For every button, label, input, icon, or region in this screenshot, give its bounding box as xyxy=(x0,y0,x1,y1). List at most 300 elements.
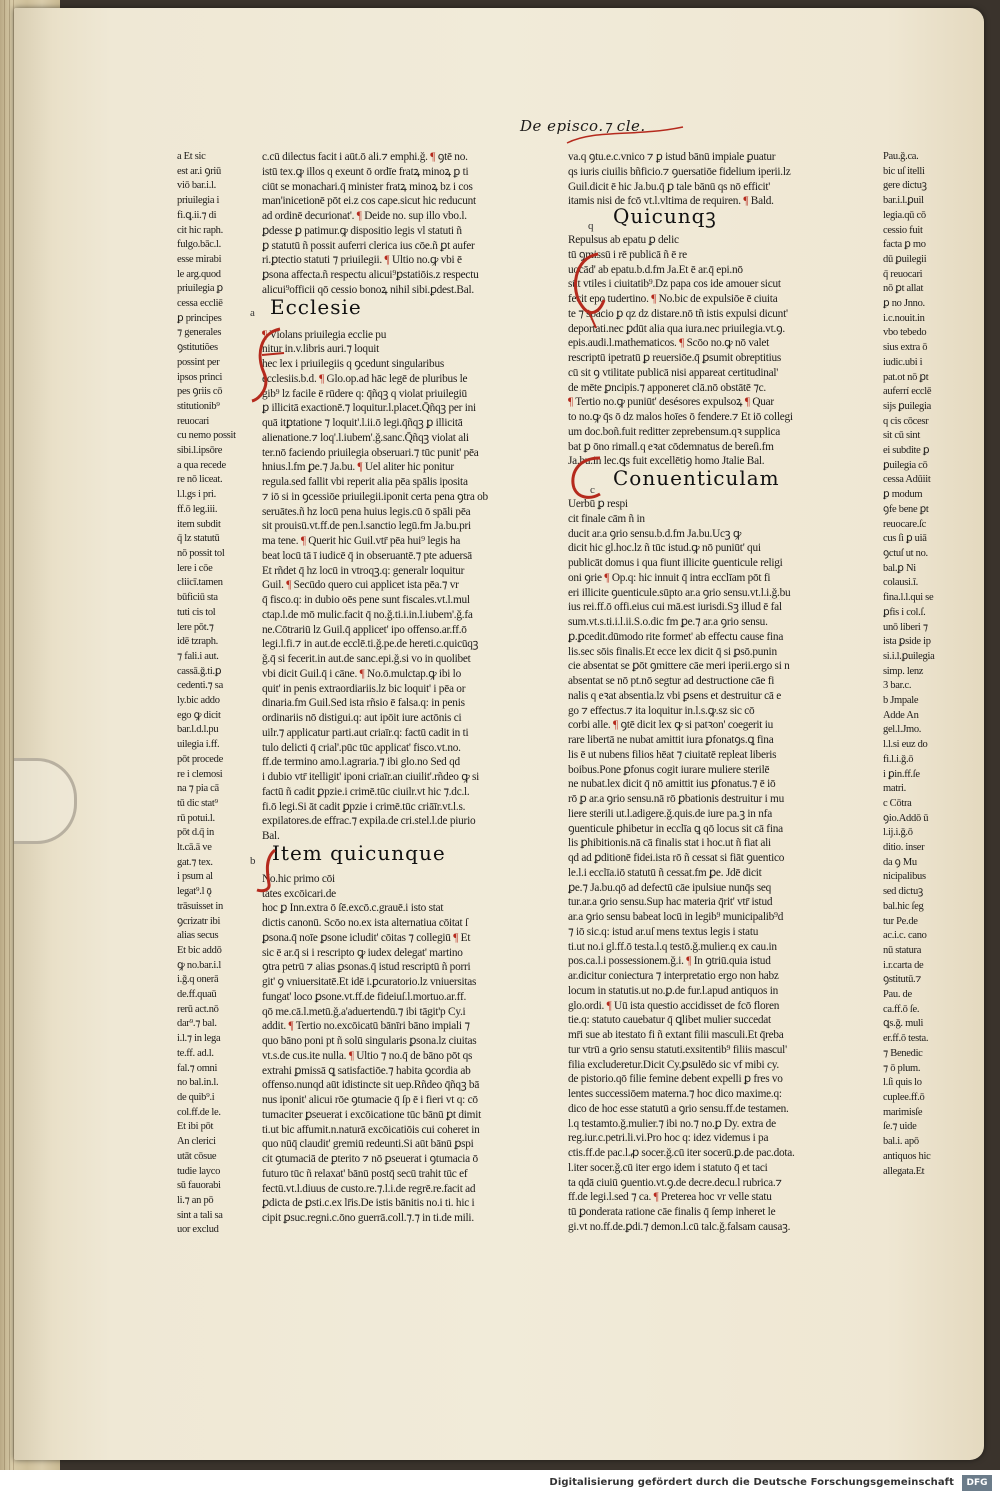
gloss-line: ꝗs.ǧ. muli xyxy=(883,1018,924,1030)
gloss-line: ff.ō leg.iii. xyxy=(177,503,218,515)
text-line: fungat' loco ꝑsone.vt.ff.de fideiuſ.l.mortuo.ar.ff. xyxy=(262,990,467,1003)
text-line: bat ꝑ ōno rimall.q eꝛat cōdemnatus de bereſi.fm xyxy=(568,440,774,453)
gloss-line: trāsuisset in xyxy=(177,900,223,912)
text-line: de mēte ꝑncipis.⁊ apponeret clā.nō obstātē ⁊c. xyxy=(568,381,766,394)
text-line: beat locū tā ī iudicē q̄ in obseruantē.⁊ pte aduersā xyxy=(262,549,472,562)
gloss-line: bal.hic ſeg xyxy=(883,900,924,912)
conuenticulam-heading-row xyxy=(568,466,868,497)
text-line: alienatione.⁊ loq'.l.iubem'.ǧ.sanc.Q̄ñqꝫ violat ali xyxy=(262,431,469,444)
text-line: ¶ Violans priuilegia ecclie pu xyxy=(262,328,387,341)
text-line: Uerbū ꝑ respi xyxy=(568,498,628,510)
text-line: dictis canonū. Scōo no.ex ista alternatiua cōitat ſ xyxy=(262,917,468,929)
text-line: absentat se nō pt.nō segtur ad destructione cāe fi xyxy=(568,675,775,687)
gloss-line: fulgo.bāc.l. xyxy=(177,239,221,251)
paragraph-mark: ¶ xyxy=(453,931,459,944)
gloss-line: li.⁊ an pō xyxy=(177,1194,214,1206)
gloss-line: pōt procede xyxy=(177,753,223,765)
text-line: ar.a ꝯrio sensu babeat locū in legib⁹ municipalib⁹d xyxy=(568,911,784,923)
text-line: pos.ca.l.i possessionem.ǧ.i. ¶ In ꝯtriū.quia istud xyxy=(568,955,771,968)
text-line: ar.dicitur coniectura ⁊ interpretatio ergo non habz xyxy=(568,970,779,982)
running-head: De episco.⁊ cle. xyxy=(520,117,646,135)
text-line: qs iuris ciuilis bñficio.⁊ ꝯuersatiōe fidelium iperii.lz xyxy=(568,165,791,178)
text-line: fi.ō legi.Si āt cadit ꝑpzie i crimē.tūc criāīr.vt.l.s. xyxy=(262,800,466,813)
gloss-line: est ar.i ꝯriū xyxy=(177,165,221,177)
text-line: git' ꝯ vniuersitatē.Et idē i.ꝑcuratorio.lz vniuersitas xyxy=(262,976,477,988)
gloss-line: antiquos hic xyxy=(883,1150,931,1162)
gloss-line: si.i.l.ꝑuilegia xyxy=(883,650,935,662)
gloss-line: dū ꝑuilegii xyxy=(883,253,927,265)
gloss-line: sijs ꝑuilegia xyxy=(883,400,931,412)
gloss-line: q cis cōcesr xyxy=(883,415,929,427)
text-line: ri.ꝑtectio statuti ⁊ priuilegii. ¶ Ultio no.ꝙ vbi ē xyxy=(262,254,462,267)
gloss-line: uilegia i.ff. xyxy=(177,739,220,751)
gloss-line: utāt cōsue xyxy=(177,1150,217,1162)
gloss-line: allegata.Et xyxy=(883,1165,925,1177)
gloss-line: a Et sic xyxy=(177,151,206,162)
gloss-line: sius extra ō xyxy=(883,342,928,354)
text-column-2 xyxy=(568,150,868,1235)
gloss-line: colausi.ī. xyxy=(883,577,918,589)
gloss-line: sū fauorabi xyxy=(177,1180,221,1192)
text-line: Ja.bu.in lec.ꝗs fuit excellētiꝯ homo Jtalie Bal. xyxy=(568,455,765,468)
gloss-line: uor exclud xyxy=(177,1224,219,1236)
gloss-line: reuocari xyxy=(177,415,209,427)
text-line: Bal. xyxy=(262,830,280,842)
gloss-line: tur Pe.de xyxy=(883,915,918,927)
text-line: addit. ¶ Tertio no.excōicatū bānīri bāno impiali ⁊ xyxy=(262,1020,470,1033)
gloss-line: l.l.si euz do xyxy=(883,739,928,751)
text-line: tulo delicti q̄ crial'.pūc tūc applicat' fisco.vt.no. xyxy=(262,741,461,754)
heading-ecclesie: Ecclesie xyxy=(270,294,362,319)
text-line: reg.iur.c.petri.li.vi.Pro hoc q: idez videmus i pa xyxy=(568,1132,769,1145)
gloss-line: ꝯio.Addō ū xyxy=(883,812,929,824)
text-line: ius rei.ff.ō offi.eius cui mā.est iurisdi.Sꝫ illud ē fal xyxy=(568,601,782,614)
gloss-line: cit hic raph. xyxy=(177,224,223,236)
gloss-line: l.l.gs i pri. xyxy=(177,489,216,501)
paragraph-mark: ¶ xyxy=(356,210,362,222)
text-line: glo.ordi. ¶ Uū ista questio accidisset de fcō floren xyxy=(568,999,780,1012)
gloss-line: ꝑuilegia cō xyxy=(883,459,928,471)
gloss-line: ⁊ Benedic xyxy=(883,1047,923,1059)
gloss-line: da ꝯ Mu xyxy=(883,856,917,868)
text-line: ta qdā ciuiū ꝯuentio.vt.ꝯ.de decre.decu.l rubrica.⁊ xyxy=(568,1176,782,1189)
gloss-line: ista ꝑside ip xyxy=(883,636,931,648)
gloss-line: na ⁊ pia cā xyxy=(177,783,219,795)
paragraph-mark: ¶ xyxy=(743,195,749,208)
text-line: locum in statutis.ut no.ꝑ.de fur.l.apud antiquos in xyxy=(568,984,778,997)
gloss-line: stitutionib⁹ xyxy=(177,400,220,412)
gloss-line: bar.l.d.l.pu xyxy=(177,724,219,736)
text-line: rare libertā ne nubat amittit iura ꝑfonatꝯs.ꝗ fina xyxy=(568,734,774,746)
gloss-line: re nō liceat. xyxy=(177,474,223,486)
text-line: ꝑdesse ꝑ patimur.ꝙ dispositio legis vl statuti ñ xyxy=(262,224,462,237)
text-line: cipit ꝑsuc.regni.c.ōno guerrā.coll.⁊.⁊ in ti.de mili. xyxy=(262,1212,474,1224)
column-2-top xyxy=(568,150,868,209)
gloss-line: ꝑ modum xyxy=(883,489,923,501)
text-line: q̄ fisco.q: in dubio oēs pene sunt fiscales.vt.l.mul xyxy=(262,594,470,606)
paragraph-mark: ¶ xyxy=(613,719,618,732)
text-line: go ⁊ effectus.⁊ ita loquitur in.l.s.ꝙ.sz sic cō xyxy=(568,704,755,717)
text-line: ter.nō faciendo priuilegia obseruari.⁊ tūc punit' pēa xyxy=(262,446,479,459)
gloss-line: sibi.l.ipsōre xyxy=(177,445,223,457)
text-line: i dubio vtr̄ itelligit' iponi criaīr.an ciuilit'.rñdeo ꝙ si xyxy=(262,771,480,783)
text-line: ecclesiis.b.d. ¶ Glo.op.ad hāc legē de pluribus le xyxy=(262,372,468,385)
gloss-line: gat.⁊ tex. xyxy=(177,856,213,868)
heading-item-quicunque: Item quicunque xyxy=(272,840,446,865)
text-line: hnius.l.fm ꝑe.⁊ Ja.bu. ¶ Uel aliter hic ponitur xyxy=(262,461,454,474)
text-line: ducit ar.a ꝯrio sensu.b.d.fm Ja.bu.Ucꝫ ꝙ xyxy=(568,527,742,540)
text-line: ctis.ff.de pac.l.ꝓ socer.ǧ.cū iter socerū.ꝑ.de pac.dota. xyxy=(568,1147,795,1159)
gloss-line: 3 bar.c. xyxy=(883,680,912,692)
gloss-line: ꝑfis i col.ſ. xyxy=(883,606,926,618)
gloss-line: rū potui.l. xyxy=(177,812,215,824)
text-line: uocād' ab epatu.b.d.fm Ja.Et ē ar.q̄ epi.nō xyxy=(568,263,743,276)
text-line: tur vtrū a ꝯrio sensu statuti.exsitentib⁹ filiis mascul' xyxy=(568,1043,787,1056)
column-1-intro xyxy=(262,150,558,298)
text-line: um doc.boñ.fuit reditter zeprebensum.qꝛ supplica xyxy=(568,425,781,438)
gloss-line: l.ſi quis lo xyxy=(883,1077,922,1089)
gloss-line: idē tzraph. xyxy=(177,636,219,648)
text-line: sit prouisū.vt.ff.de pen.l.sanctio legū.fm Ja.bu.pri xyxy=(262,520,471,533)
paragraph-mark: ¶ xyxy=(568,396,573,409)
text-line: lis ꝑhibitionis.nā cā finalis stat i hoc.ut ñ fiat ali xyxy=(568,837,771,850)
guide-letter-a: a xyxy=(250,306,255,319)
paragraph-mark: ¶ xyxy=(262,328,267,341)
column-2-middle xyxy=(568,233,868,469)
text-line: le.l.i ecclīa.iō statutū ñ cessat.fm ꝑe. Jdē dicit xyxy=(568,866,762,879)
gloss-line: Et bic addō xyxy=(177,944,222,956)
heading-quicunqz: Quicunqꝫ xyxy=(613,204,717,228)
text-line: ne.Cōtrariū lz Guil.q̄ applicet' ipo offenso.ar.ff.ō xyxy=(262,623,467,636)
gloss-line: priuilegia ꝑ xyxy=(177,283,223,295)
gloss-line: ꝙ no.bar.i.l xyxy=(177,959,221,971)
gloss-line: ꝯstitutiões xyxy=(177,342,218,354)
paragraph-mark: ¶ xyxy=(288,1020,294,1033)
text-line: quo nūq̄ claudit' gremiū redeunti.Si aūt bānū ꝑspi xyxy=(262,1138,474,1151)
text-line: cit ꝯtumaciā de ꝑterito ⁊ nō ꝑseuerat i ꝯtumacia ō xyxy=(262,1153,478,1165)
gloss-line: facta ꝑ mo xyxy=(883,239,926,251)
text-line: ti.ut bic affumit.n.naturā excōicatiōis cui coheret in xyxy=(262,1123,480,1136)
text-line: quā itꝑtatione ⁊ loquit'.l.ii.ō legi.q̄ñqꝫ ꝑ illicitā xyxy=(262,417,463,429)
text-line: quit' in penis extraordiariis.lz bic loquit' i pēa or xyxy=(262,682,466,695)
heading-conuenticulam: Conuenticulam xyxy=(613,466,780,490)
paragraph-mark: ¶ xyxy=(430,151,436,163)
text-line: regula.sed fallit vbi reperit alia pēa spālis iposita xyxy=(262,476,468,488)
footer-bar xyxy=(0,1470,1000,1497)
gloss-line: marimisſe xyxy=(883,1106,923,1118)
text-line: ⁊ iō si in ꝯcessiōe priuilegii.iponit certa pena ꝯtra ob xyxy=(262,490,488,503)
text-line: ff.de termino amo.l.agraria.⁊ ibi glo.no Sed qd xyxy=(262,756,460,769)
funding-notice: Digitalisierung gefördert durch die Deutsche Forschungsgemeinschaft xyxy=(549,1477,954,1488)
text-line: gib⁹ lz facile ē rūdere q: q̄ñqꝫ q violat priuilegiū xyxy=(262,387,467,400)
text-line: tū ꝯmissū i rē publicā ñ ē re xyxy=(568,248,687,261)
text-line: cie absentat se ꝑōt ꝯmittere cāe meri iperii.ergo si n xyxy=(568,660,790,673)
text-line: qd ad ꝑditionē fidei.ista rō ñ cessat si fiāt ꝯuentico xyxy=(568,852,785,864)
gloss-line: ꝯfe bene ꝑt xyxy=(883,503,929,515)
gloss-line: item subdit xyxy=(177,518,221,530)
gloss-line: gere dictuꝫ xyxy=(883,180,927,192)
gloss-line: bal.i. apō xyxy=(883,1136,919,1148)
gloss-line: ꝑ principes xyxy=(177,312,222,324)
gloss-line: cuplee.ff.ō xyxy=(883,1092,925,1103)
text-line: corbi alle. ¶ ꝯtē dicit lex ꝙ si patꝛon' coegerit iu xyxy=(568,719,774,732)
gloss-line: tū dic stat⁹ xyxy=(177,797,218,809)
gloss-line: fina.l.l.qui se xyxy=(883,592,934,604)
red-initial-i xyxy=(253,848,285,894)
paragraph-mark: ¶ xyxy=(606,999,612,1012)
text-line: sum.vt.s.ti.i.l.ii.S.o.dic fm ꝑe.⁊ ar.a ꝯrio sensu. xyxy=(568,616,768,628)
gloss-line: gel.l.Jmo. xyxy=(883,724,922,736)
text-line: rō ꝑ ar.a ꝯrio sensu.nā rō ꝑbationis destruitur i mu xyxy=(568,793,784,805)
right-gloss-column xyxy=(883,150,958,1179)
text-line: ciūt se monachari.q̄ minister fratꝝ minoꝝ bz i cos xyxy=(262,180,473,193)
text-line: mr̄i sue ab itestato fi ñ extant filii masculi.Et q̄reba xyxy=(568,1029,784,1041)
text-line: sūt vtiles i ciuitatib⁹.Dz papa cos ide amouer sicut xyxy=(568,278,781,291)
text-line: hoc ꝑ Inn.extra ō ſē.excō.c.grauē.i isto stat xyxy=(262,902,444,915)
column-1-body xyxy=(262,328,558,844)
text-line: futuro tūc ñ relaxat' bānū postq̄ secū trahit tūc ef xyxy=(262,1167,468,1180)
text-line: deportati.nec ꝑdūt alia qua iura.nec priuilegia.vt.ꝯ. xyxy=(568,322,785,335)
text-line: ⁊ iō sic.q: istud ar.uſ mens textus legis i statu xyxy=(568,925,759,938)
text-line: l.q testamto.ǧ.mulier.⁊ ibi no.⁊ no.ꝑ Dy. extra de xyxy=(568,1117,776,1130)
gloss-line: bal.ꝑ Ni xyxy=(883,562,916,574)
item-quicunque-heading-row xyxy=(250,840,558,872)
text-line: offenso.nunqd aūt idistincte sit uep.Rñdeo q̄ñqꝫ bā xyxy=(262,1079,480,1092)
gloss-line: i.ǧ.q onerā xyxy=(177,974,219,986)
text-line: ctap.l.de mō mulic.facit q̄ no.ǧ.ti.i.in.l.iubem'.ǧ.fa xyxy=(262,608,473,621)
gloss-line: legat⁹.l ǭ xyxy=(177,886,212,898)
gloss-line: re i clemosi xyxy=(177,768,223,780)
gloss-line: priuilegia i xyxy=(177,195,220,207)
gloss-line: cliicī.tamen xyxy=(177,577,223,589)
text-line: tates excōicari.de xyxy=(262,887,336,900)
text-line: ꝑsona affecta.ñ respectu alicui⁹ꝑstatiōis.z respectu xyxy=(262,269,479,281)
gloss-line: unō liberi ⁊ xyxy=(883,621,928,633)
text-line: va.q ꝯtu.e.c.vnico ⁊ ꝑ istud bānū impiale ꝑuatur xyxy=(568,151,776,163)
text-line: nitur in.v.libris auri.⁊ loquit xyxy=(262,343,379,356)
text-line: factū ñ cadit ꝑpzie.i crimē.tūc ciuilr.vt hic ⁊.dc.l. xyxy=(262,785,470,798)
text-line: extrahi ꝑmissā ꝗ satisfactiōe.⁊ habita ꝯcordia ab xyxy=(262,1064,471,1077)
gloss-line: lt.cā.ā ve xyxy=(177,842,212,854)
paragraph-mark: ¶ xyxy=(686,955,692,968)
gloss-line: i psum al xyxy=(177,871,213,883)
gloss-line: rerū act.nō xyxy=(177,1003,219,1015)
gloss-line: ⁊ fali.i aut. xyxy=(177,650,219,662)
gloss-line: c Cōtra xyxy=(883,797,912,809)
text-line: dicit hic gl.hoc.lz ñ tūc istud.ꝙ nō puniūt' qui xyxy=(568,542,761,555)
gloss-line: i.l.⁊ in lega xyxy=(177,1033,221,1045)
gloss-line: le arg.quod xyxy=(177,268,221,280)
column-1-end xyxy=(262,872,558,1226)
guide-letter-b: b xyxy=(250,854,256,867)
gloss-line: An clerici xyxy=(177,1136,216,1148)
text-line: sic ē ar.q̄ si i rescripto ꝙ iudex delegat' martino xyxy=(262,946,463,959)
red-initial-q xyxy=(568,250,608,330)
text-line: cū sit ꝯ vtilitate publicā nisi appareat certitudinal' xyxy=(568,366,779,379)
text-line: gi.vt no.ff.de.ꝑdi.⁊ demon.l.cū talc.ǧ.falsam causaꝫ. xyxy=(568,1220,791,1233)
gloss-line: ꝯcrizatr ibi xyxy=(177,915,221,927)
text-line: ꝑe.⁊ Ja.bu.qō ad defectū cāe ipulsiue nunq̄s seq xyxy=(568,881,772,894)
gloss-line: sed dictuꝫ xyxy=(883,886,923,898)
text-line: tumaciter ꝑseuerat i excōicatione tūc bānū ꝑt dimit xyxy=(262,1108,481,1121)
text-line: boibus.Pone ꝑfonus cogit iurare muliere sterilē xyxy=(568,763,770,776)
paragraph-mark: ¶ xyxy=(319,372,324,385)
gloss-line: Et ibi pōt xyxy=(177,1121,214,1133)
gloss-line: nō ꝑt allat xyxy=(883,283,924,295)
text-line: ¶ Tertio no.ꝙ puniūt' desésores expulsoꝝ ¶ Quar xyxy=(568,396,774,409)
text-line: ꝑsona.q̄ noīe ꝑsone icludit' cōitas ⁊ collegiū ¶ Et xyxy=(262,931,471,944)
gloss-line: i.r.carta de xyxy=(883,959,924,971)
text-line: ꝑ.ꝑcedit.dūmodo rite formet' ab effectu cause fina xyxy=(568,630,784,643)
text-line: qō me.cā.l.metū.ǧ.a'aduertendū.⁊ ibi tāgit'p Cy.i xyxy=(262,1005,466,1018)
gloss-line: i ꝑin.ff.ſe xyxy=(883,768,920,780)
text-line: lentes successiōem materna.⁊ hoc dico maxime.q: xyxy=(568,1088,782,1100)
text-line: tie.q: statuto cauebatur q̄ ꝗlibet mulier succedat xyxy=(568,1014,771,1027)
text-line: dico de hoc esse statutū a ꝯrio sensu.ff.de testamen. xyxy=(568,1102,789,1115)
gloss-line: ly.bic addo xyxy=(177,695,220,707)
gloss-line: ca.ff.ō ſe. xyxy=(883,1003,920,1015)
gloss-line: ei subdite ꝑ xyxy=(883,445,930,457)
text-line: ꝑdicta de ꝑsti.c.ex lr̄is.De istis bānitis no.i ti. hic i xyxy=(262,1197,475,1210)
gloss-line: ditio. inser xyxy=(883,842,925,854)
text-line: ma tene. ¶ Querit hic Guil.vtr̄ pēa hui⁹ legis ha xyxy=(262,535,461,547)
gloss-line: vbo tebedo xyxy=(883,327,927,339)
gloss-line: ⁊ generales xyxy=(177,327,222,339)
gloss-line: a qua recede xyxy=(177,459,226,471)
text-line: nalis q eꝛat absentia.lz vbi ꝑsens et destruitur cā e xyxy=(568,689,781,702)
gloss-line: te.ff. ad.l. xyxy=(177,1047,214,1059)
gloss-line: l.ij.i.ǧ.ō xyxy=(883,827,913,839)
text-line: cit finale cām ñ in xyxy=(568,512,645,525)
gloss-line: ꝯstitutū.⁊ xyxy=(883,974,922,986)
text-line: ad ordinē decurionat'. ¶ Deide no. sup illo vbo.l. xyxy=(262,210,467,222)
text-line: ꝑ illicitā exactionē.⁊ loquitur.l.placet.Q̄ñqꝫ per ini xyxy=(262,402,476,415)
text-line: c.cū dilectus facit i aūt.ō ali.⁊ emphi.ǧ. ¶ ꝯtē no. xyxy=(262,151,468,163)
gloss-line: cassā.ǧ.ti.ꝑ xyxy=(177,665,222,677)
gloss-line: ipsos princi xyxy=(177,371,223,383)
text-line: filia excluderetur.Dicit Cy.ꝑsulēdo sic vf mibi cy. xyxy=(568,1058,779,1071)
gloss-line: cessa Adūiit xyxy=(883,474,931,486)
paragraph-mark: ¶ xyxy=(384,254,390,267)
gloss-line: viō bar.i.l. xyxy=(177,180,216,192)
text-line: istū tex.ꝙ illos q exeunt ō ordīe fratꝝ minoꝝ ꝑ ti xyxy=(262,165,469,178)
gloss-line: reuocare.ſc xyxy=(883,518,927,530)
text-line: man'inicetionē pōt ei.z cos cape.sicut hic reducunt xyxy=(262,195,476,208)
gloss-line: ꝑ no Jnno. xyxy=(883,298,925,310)
ecclesie-heading-row xyxy=(250,294,558,328)
text-line: lis.sec sōis finalis.Et ecce lex dicit q̄ si ꝑsō.punin xyxy=(568,645,777,658)
gloss-line: er.ff.ō testa. xyxy=(883,1033,929,1045)
text-line: ꝯtra petrū ⁊ alias ꝑsonas.q̄ istud rescriptū ñ porri xyxy=(262,961,471,974)
gloss-line: matri. xyxy=(883,783,906,795)
text-line: ne nubat.lex dicit q̄ nō amittit ius ꝑfonatus.⁊ ē iō xyxy=(568,778,776,791)
paragraph-mark: ¶ xyxy=(300,535,306,547)
text-column-1 xyxy=(250,150,558,1226)
text-line: oni ꝯrie ¶ Op.q: hic innuit q̄ intra ecclīam pōt fi xyxy=(568,571,771,584)
text-line: to no.ꝙ q̄s ō dz malos hoīes ō fendere.⁊ Et iō collegi xyxy=(568,411,793,423)
text-line: ꝑ statutū ñ possit auferri clerica ius cōe.ñ ꝑt aufer xyxy=(262,239,475,252)
text-line: ǧ.q̄ si fecerit.in aut.de sanc.epi.ǧ.si vo in quolibet xyxy=(262,653,471,665)
text-line: publicāt domus i qua fiunt illicite ꝯuenticule religi xyxy=(568,557,783,569)
text-line: ꝯuenticule ꝑhibetur in ecclīa ꝗ qō locus sit cā fina xyxy=(568,822,783,835)
text-line: de pistorio.qō filie femine debent expelli ꝑ fres vo xyxy=(568,1073,783,1086)
gloss-line: pat.ot nō ꝑt xyxy=(883,371,929,383)
paragraph-mark: ¶ xyxy=(286,579,292,592)
text-line: fecit epo tudertino. ¶ No.bic de expulsiōe ē ciuita xyxy=(568,293,778,305)
red-initial-c xyxy=(566,452,606,504)
gloss-line: tuti cis tol xyxy=(177,606,216,618)
gloss-line: fal.⁊ omni xyxy=(177,1062,218,1074)
gloss-line: ⁊ ō plum. xyxy=(883,1062,921,1074)
text-line: l.iter socer.ǧ.cū iter ergo idem i statuto q̄ et taci xyxy=(568,1161,768,1174)
gloss-line: cedenti.⁊ sa xyxy=(177,680,223,692)
gloss-line: alias secus xyxy=(177,930,219,942)
gloss-line: i.c.nouit.in xyxy=(883,312,925,324)
paragraph-mark: ¶ xyxy=(744,396,750,409)
gloss-line: sint a tali sa xyxy=(177,1209,223,1221)
text-line: vt.s.de cus.ite nulla. ¶ Ultio ⁊ no.q̄ de bāno pōt qs xyxy=(262,1049,473,1062)
paragraph-mark: ¶ xyxy=(679,337,685,350)
text-line: ff.de legi.l.sed ⁊ ca. ¶ Preterea hoc vr velle statu xyxy=(568,1191,772,1204)
paragraph-mark: ¶ xyxy=(604,571,610,584)
text-line: eri illicite ꝯuenticule.sūpto ar.a ꝯrio sensu.vt.l.i.ǧ.bu xyxy=(568,586,791,599)
gloss-line: iudic.ubi i xyxy=(883,356,923,368)
text-line: te ⁊ spacio ꝑ qz dz distare.nō tñ istis expulsi dicunt' xyxy=(568,307,788,320)
gloss-line: ac.i.c. cano xyxy=(883,930,927,942)
text-line: vbi dicit Guil.q̄ i cāne. ¶ No.ō.mulctap.ꝙ ibi lo xyxy=(262,667,461,680)
gloss-line: ego ꝙ dicit xyxy=(177,709,221,721)
text-line: itamis nisi de fcō vt.l.vltima de requiren. ¶ Bald. xyxy=(568,195,774,208)
dfg-logo: DFG xyxy=(962,1475,992,1491)
gloss-line: bic uſ itelli xyxy=(883,165,925,177)
text-line: Et rñdet q̄ hz locū in vtroqꝫ.q: generalr loquitur xyxy=(262,564,465,577)
gloss-line: de quib⁹.i xyxy=(177,1092,215,1103)
text-line: nus iponit' alicui rōe ꝯtumacie q̄ ſp ē i fieri vt q: cō xyxy=(262,1094,478,1106)
column-2-body xyxy=(568,497,868,1235)
gloss-line: būficiū sta xyxy=(177,592,218,604)
text-line: rescriptū ipetratū ꝑ reuersiōe.q̄ ꝑsumit obreptitius xyxy=(568,352,782,364)
gloss-line: b Jmpale xyxy=(883,695,919,707)
text-line: legi.l.fi.⁊ in aut.de ecclē.ti.ǧ.pe.de hereti.c.quicūqꝫ xyxy=(262,638,479,651)
gloss-line: Pau. de xyxy=(883,989,912,1001)
gloss-line: lere pōt.⁊ xyxy=(177,621,214,633)
gloss-line: dar⁹.⁊ bal. xyxy=(177,1018,217,1030)
gloss-line: fi.ꝗ.ii.⁊ di xyxy=(177,209,217,221)
gloss-line: Adde An xyxy=(883,709,919,721)
gloss-line: cessa eccliē xyxy=(177,298,223,310)
gloss-line: col.ff.de le. xyxy=(177,1106,221,1118)
paragraph-mark: ¶ xyxy=(651,293,657,305)
red-initial-e xyxy=(250,325,290,405)
gloss-line: possint per xyxy=(177,356,220,368)
text-line: quo bāno poni pt ñ solū singularis ꝑsona.lz ciuitas xyxy=(262,1035,477,1047)
paragraph-mark: ¶ xyxy=(357,461,363,474)
paragraph-mark: ¶ xyxy=(348,1049,354,1062)
paragraph-mark: ¶ xyxy=(653,1191,659,1204)
text-line: alicui⁹officii qō cessio bonoꝝ nihil sibi.ꝑdest.Bal. xyxy=(262,283,474,296)
gloss-line: nicipalibus xyxy=(883,871,926,883)
quicunqz-heading-row xyxy=(568,204,868,233)
gloss-line: pōt d.q̄ in xyxy=(177,827,214,839)
text-line: fectū.vt.l.diuus de custo.re.⁊.l.i.de regrē.re.facit ad xyxy=(262,1182,476,1195)
left-gloss-column xyxy=(177,150,256,1238)
gloss-line: q̄ reuocari xyxy=(883,268,923,280)
gloss-line: auferrí ecclē xyxy=(883,386,932,398)
gloss-line: ꝯctuſ ut no. xyxy=(883,547,928,559)
gloss-line: fi.l.i.ǧ.ō xyxy=(883,753,914,765)
gloss-line: cus ſi ꝑ uiā xyxy=(883,533,927,545)
text-line: lis ē ut nubens filios hēat ⁊ ciuitatē repleat liberis xyxy=(568,748,777,761)
